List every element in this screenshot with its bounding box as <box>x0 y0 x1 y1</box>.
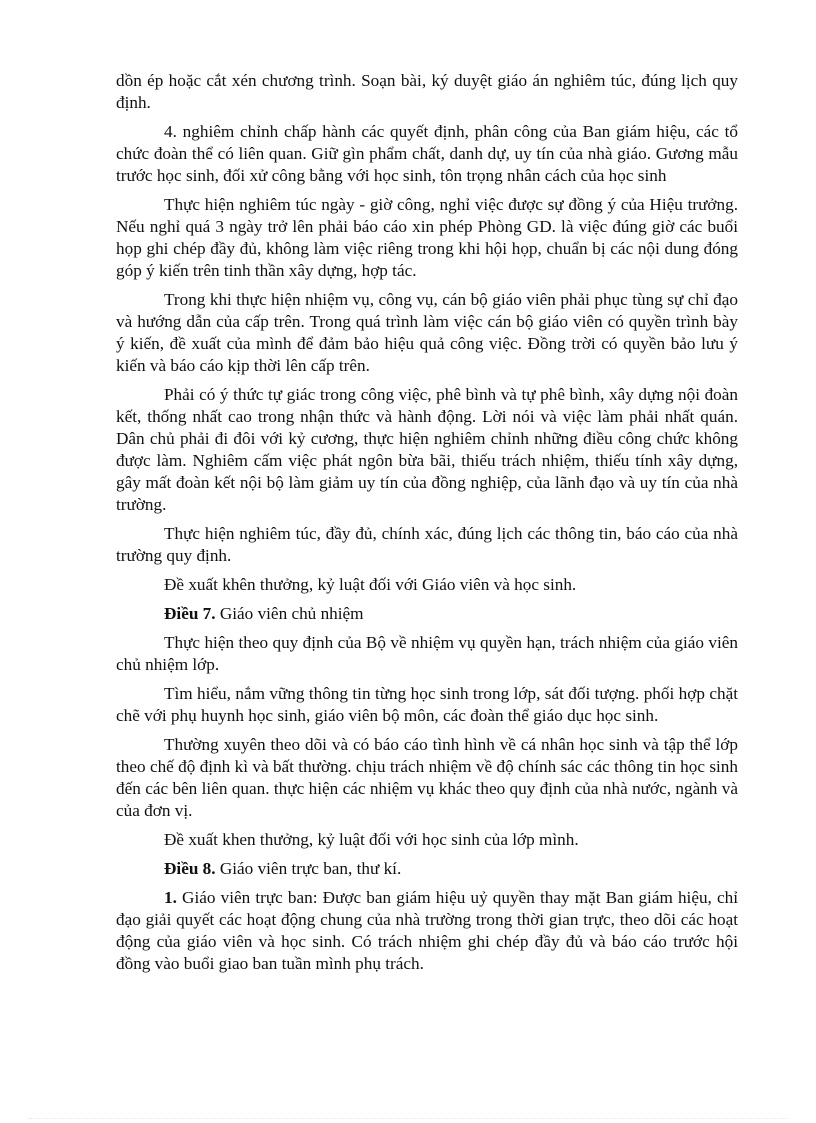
page-bottom-divider <box>28 1118 788 1119</box>
paragraph-text: 4. nghiêm chỉnh chấp hành các quyết định, phân công của Ban giám hiệu, các tổ chức đoàn thể có liên quan. Giữ gìn phẩm chất, danh dự, uy tín của nhà giáo. Gương mẫu trước học sinh, đối xử công bằng với học sinh, tôn trọng nhân cách của học sinh <box>116 122 738 185</box>
paragraph-7 <box>116 574 738 596</box>
paragraph-14 <box>116 887 738 975</box>
paragraph-1 <box>116 70 738 114</box>
article-8-heading <box>116 858 738 880</box>
paragraph-11 <box>116 734 738 822</box>
article-number: Điều 7. <box>164 604 216 623</box>
paragraph-text: Thực hiện nghiêm túc, đầy đủ, chính xác, đúng lịch các thông tin, báo cáo của nhà trường quy định. <box>116 524 738 565</box>
paragraph-5 <box>116 384 738 516</box>
item-number: 1. <box>164 888 177 907</box>
paragraph-3 <box>116 194 738 282</box>
article-7-heading <box>116 603 738 625</box>
paragraph-text: Thường xuyên theo dõi và có báo cáo tình hình về cá nhân học sinh và tập thể lớp theo chế độ định kì và bất thường. chịu trách nhiệm về độ chính sác các thông tin học sinh đến các bên liên quan. thực hiện các nhiệm vụ khác theo quy định của nhà nước, ngành và của đơn vị. <box>116 735 738 820</box>
paragraph-10 <box>116 683 738 727</box>
paragraph-9 <box>116 632 738 676</box>
paragraph-text: Giáo viên trực ban: Được ban giám hiệu uỷ quyền thay mặt Ban giám hiệu, chỉ đạo giải quyết các hoạt động chung của nhà trường trong thời gian trực, theo dõi các hoạt động của giáo viên và học sinh. Có trách nhiệm ghi chép đầy đủ và báo cáo trước hội đồng vào buổi giao ban tuần mình phụ trách. <box>116 888 738 973</box>
paragraph-text: Phải có ý thức tự giác trong công việc, phê bình và tự phê bình, xây dựng nội đoàn kết, thống nhất cao trong nhận thức và hành động. Lời nói và việc làm phải nhất quán. Dân chủ phải đi đôi với kỷ cương, thực hiện nghiêm chỉnh những điều công chức không được làm. Nghiêm cấm việc phát ngôn bừa bãi, thiếu trách nhiệm, thiếu tính xây dựng, gây mất đoàn kết nội bộ làm giảm uy tín của đồng nghiệp, của lãnh đạo và uy tín của nhà trường. <box>116 385 738 514</box>
paragraph-12 <box>116 829 738 851</box>
paragraph-text: Đề xuất khen thưởng, kỷ luật đối với học sinh của lớp mình. <box>164 830 579 849</box>
paragraph-2 <box>116 121 738 187</box>
article-title: Giáo viên trực ban, thư kí. <box>215 859 402 878</box>
article-title: Giáo viên chủ nhiệm <box>215 604 364 623</box>
paragraph-text: dồn ép hoặc cắt xén chương trình. Soạn bài, ký duyệt giáo án nghiêm túc, đúng lịch quy định. <box>116 71 738 112</box>
paragraph-text: Đề xuất khên thưởng, kỷ luật đối với Giáo viên và học sinh. <box>164 575 577 594</box>
paragraph-4 <box>116 289 738 377</box>
paragraph-text: Thực hiện nghiêm túc ngày - giờ công, nghỉ việc được sự đồng ý của Hiệu trưởng. Nếu nghỉ quá 3 ngày trở lên phải báo cáo xin phép Phòng GD. là việc đúng giờ các buổi họp ghi chép đầy đủ, không làm việc riêng trong khi hội họp, chuẩn bị các nội dung đóng góp ý kiến trên tinh thần xây dựng, hợp tác. <box>116 195 738 280</box>
paragraph-6 <box>116 523 738 567</box>
paragraph-text: Thực hiện theo quy định của Bộ về nhiệm vụ quyền hạn, trách nhiệm của giáo viên chủ nhiệm lớp. <box>116 633 738 674</box>
paragraph-text: Trong khi thực hiện nhiệm vụ, công vụ, cán bộ giáo viên phải phục tùng sự chỉ đạo và hướng dẫn của cấp trên. Trong quá trình làm việc cán bộ giáo viên có quyền trình bày ý kiến, đề xuất của mình để đảm bảo hiệu quả công việc. Đồng trời có quyền bảo lưu ý kiến và báo cáo kịp thời lên cấp trên. <box>116 290 738 375</box>
article-number: Điều 8. <box>164 859 216 878</box>
paragraph-text: Tìm hiểu, nắm vững thông tin từng học sinh trong lớp, sát đối tượng. phối hợp chặt chẽ với phụ huynh học sinh, giáo viên bộ môn, các đoàn thể giáo dục học sinh. <box>116 684 738 725</box>
document-page <box>116 70 738 982</box>
